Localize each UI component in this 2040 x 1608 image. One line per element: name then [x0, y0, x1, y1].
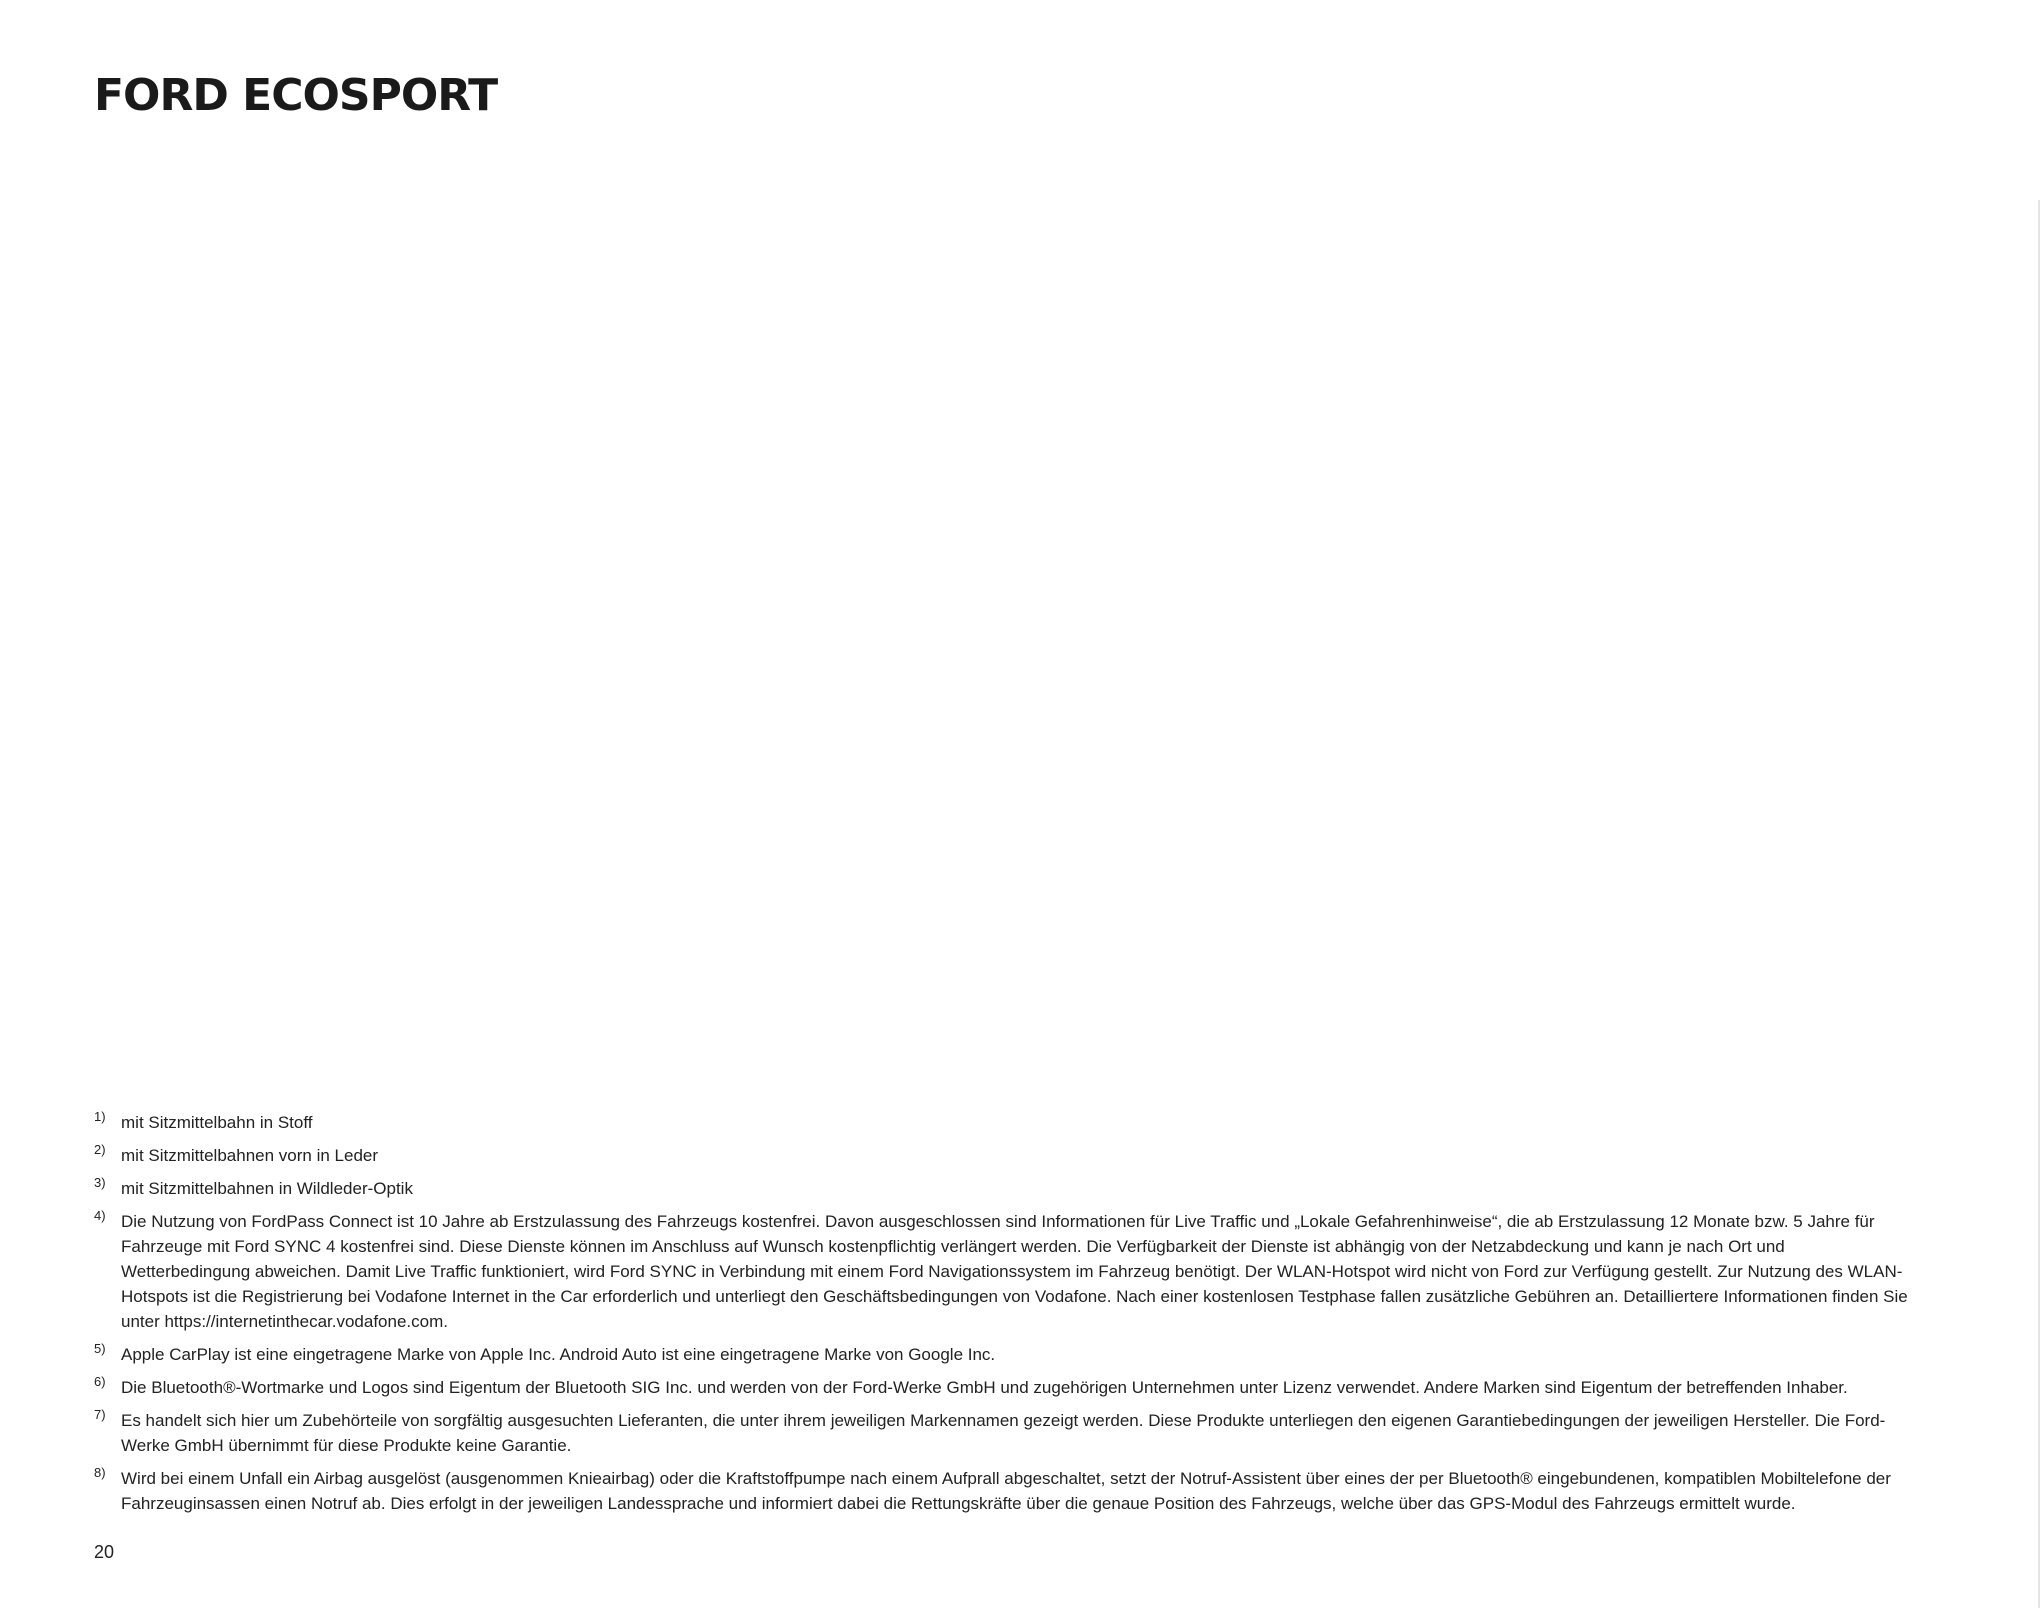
- footnote-text: Es handelt sich hier um Zubehörteile von sorgfältig ausgesuchten Lieferanten, die unter ihrem jeweiligen Markennamen gezeigt werden. Diese Produkte unterliegen den eigenen Garantiebedingungen der jeweiligen Hersteller. Die Ford-Werke GmbH übernimmt für diese Produkte keine Garantie.: [121, 1411, 1886, 1455]
- page-title: FORD ECOSPORT: [94, 70, 498, 121]
- footnote-text: Die Bluetooth®-Wortmarke und Logos sind Eigentum der Bluetooth SIG Inc. und werden von der Ford-Werke GmbH und zugehörigen Unternehmen unter Lizenz verwendet. Andere Marken sind Eigentum der betreffenden Inhaber.: [121, 1378, 1848, 1397]
- footnote-text: Die Nutzung von FordPass Connect ist 10 Jahre ab Erstzulassung des Fahrzeugs kostenfrei. Davon ausgeschlossen sind Informationen für Live Traffic und „Lokale Gefahrenhinweise“, die ab Erstzulassung 12 Monate bzw. 5 Jahre für Fahrzeuge mit Ford SYNC 4 kostenfrei sind. Diese Dienste können im Anschluss auf Wunsch kostenpflichtig verlängert werden. Die Verfügbarkeit der Dienste ist abhängig von der Netzabdeckung und kann je nach Ort und Wetterbedingung abweichen. Damit Live Traffic funktioniert, wird Ford SYNC in Verbindung mit einem Ford Navigationssystem im Fahrzeug benötigt. Der WLAN-Hotspot wird nicht von Ford zur Verfügung gestellt. Zur Nutzung des WLAN-Hotspots ist die Registrierung bei Vodafone Internet in the Car erforderlich und unterliegt den Geschäftsbedingungen von Vodafone. Nach einer kostenlosen Testphase fallen zusätzliche Gebühren an. Detailliertere Informationen finden Sie unter https://internetinthecar.vodafone.com.: [121, 1212, 1908, 1331]
- page-number: 20: [94, 1542, 115, 1562]
- footnote-number: 6): [94, 1374, 106, 1389]
- footnote-item: [94, 1176, 1914, 1201]
- footnote-item: [94, 1408, 1914, 1458]
- footnote-number: 8): [94, 1465, 106, 1480]
- footnote-text: Apple CarPlay ist eine eingetragene Marke von Apple Inc. Android Auto ist eine eingetragene Marke von Google Inc.: [121, 1345, 996, 1364]
- footnote-number: 7): [94, 1407, 106, 1422]
- footnote-text: mit Sitzmittelbahnen vorn in Leder: [121, 1146, 379, 1165]
- footnote-item: [94, 1209, 1914, 1334]
- footnote-text: mit Sitzmittelbahn in Stoff: [121, 1113, 313, 1132]
- footnote-item: [94, 1110, 1914, 1135]
- footnote-item: [94, 1342, 1914, 1367]
- footnote-item: [94, 1466, 1914, 1516]
- footnote-text: Wird bei einem Unfall ein Airbag ausgelöst (ausgenommen Knieairbag) oder die Kraftstoffpumpe nach einem Aufprall abgeschaltet, setzt der Notruf-Assistent über eines der per Bluetooth® eingebundenen, kompatiblen Mobiltelefone der Fahrzeuginsassen einen Notruf ab. Dies erfolgt in der jeweiligen Landessprache und informiert dabei die Rettungskräfte über die genaue Position des Fahrzeugs, welche über das GPS-Modul des Fahrzeugs ermittelt wurde.: [121, 1469, 1891, 1513]
- footnote-list: [94, 1110, 1914, 1524]
- footnote-number: 3): [94, 1175, 106, 1190]
- footnote-number: 2): [94, 1142, 106, 1157]
- footnote-number: 4): [94, 1208, 106, 1223]
- footnote-number: 1): [94, 1109, 106, 1124]
- footnote-number: 5): [94, 1341, 106, 1356]
- footnote-item: [94, 1143, 1914, 1168]
- footnote-text: mit Sitzmittelbahnen in Wildleder-Optik: [121, 1179, 413, 1198]
- footnote-item: [94, 1375, 1914, 1400]
